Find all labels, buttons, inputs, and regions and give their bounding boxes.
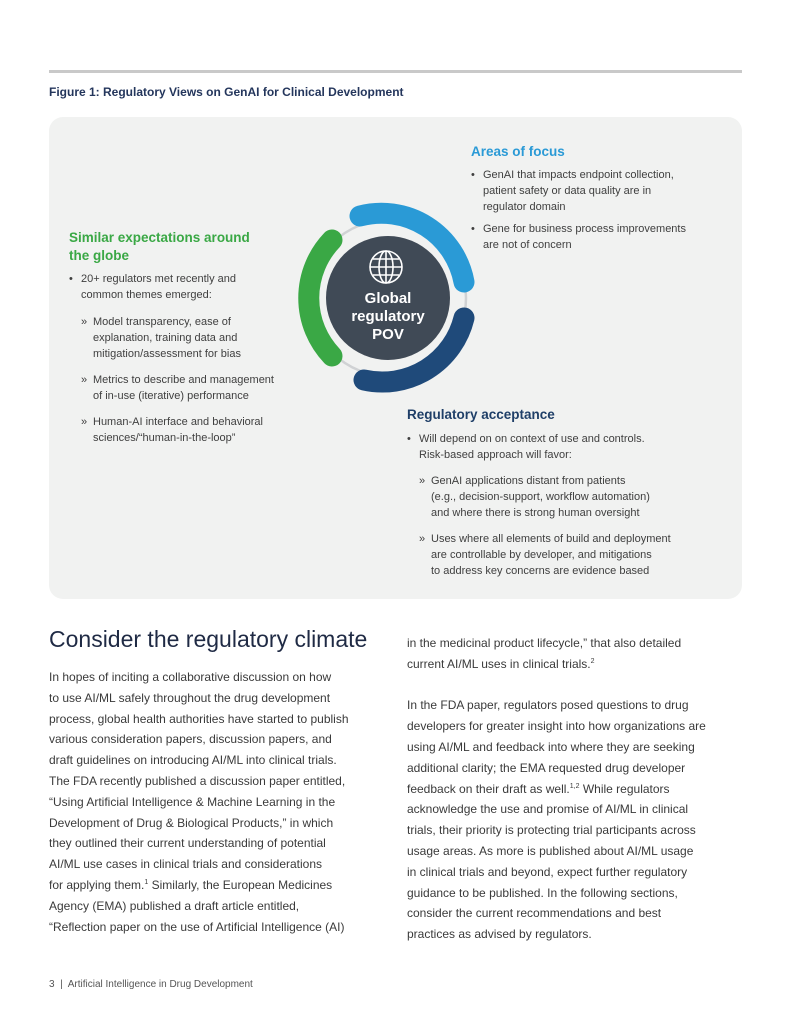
center-line-3: POV — [372, 326, 404, 343]
center-line-2: regulatory — [351, 308, 425, 325]
section-heading: Consider the regulatory climate — [49, 626, 368, 652]
acceptance-sub-1: GenAI applications distant from patients (e.g., decision-support, workflow automation) and where there is strong human oversight — [431, 475, 650, 519]
areas-of-focus-title: Areas of focus — [471, 144, 565, 159]
acceptance-bullet: Will depend on on context of use and controls. Risk-based approach will favor: — [419, 433, 645, 461]
article-paragraph: In hopes of inciting a collaborative discussion on how to use AI/ML safely throughout the drug development process, global health authorities have started to publish various consideration papers, discussion papers, and draft guidelines on introducing AI/ML into clinical trials. The FDA recently published a discussion paper entitled, “Using Artificial Intelligence & Machine Learning in the Development of Drug & Biological Products,” in which they outlined their current understanding of potential AI/ML use cases in clinical trials and considerations for applying them.$^1$ Similarly, the European Medicines Agency (EMA) published a draft article entitled, “Reflection paper on the use of Artificial Intelligence (AI) — [49, 670, 349, 934]
regulatory-acceptance-title: Regulatory acceptance — [407, 407, 555, 422]
similar-sub-3: Human-AI interface and behavioral sciences/“human-in-the-loop” — [93, 416, 263, 444]
bullet-dot: • — [471, 169, 475, 181]
bullet-dot: • — [471, 223, 475, 235]
sub-bullet-mark: » — [419, 475, 426, 487]
article-paragraph: in the medicinal product lifecycle,” that also detailed current AI/ML uses in clinical trials.$^2$ — [407, 636, 682, 671]
bullet-dot: • — [69, 273, 73, 285]
bullet-dot: • — [407, 433, 411, 445]
page-footer — [49, 979, 253, 990]
figure-title: Figure 1: Regulatory Views on GenAI for Clinical Development — [49, 85, 404, 99]
sub-bullet-mark: » — [419, 533, 426, 545]
top-rule — [49, 70, 742, 73]
diagram-center-label — [338, 290, 438, 344]
footnote-ref: 2 — [590, 657, 595, 665]
similar-sub-2: Metrics to describe and management of in-use (iterative) performance — [93, 374, 274, 402]
focus-bullet-1: GenAI that impacts endpoint collection, patient safety or data quality are in regulator domain — [483, 169, 674, 213]
similar-sub-1: Model transparency, ease of explanation, training data and mitigation/assessment for bias — [93, 316, 241, 360]
article-right-column — [407, 633, 752, 945]
similar-bullet: 20+ regulators met recently and common themes emerged: — [81, 273, 237, 301]
similar-expectations-title: Similar expectations around the globe — [69, 230, 250, 263]
sub-bullet-mark: » — [81, 316, 88, 328]
center-line-1: Global — [364, 290, 412, 307]
footer-separator: | — [60, 979, 63, 990]
article-left-column — [49, 667, 394, 937]
globe-icon — [367, 248, 405, 286]
focus-bullet-2: Gene for business process improvements are not of concern — [483, 223, 686, 251]
document-title: Artificial Intelligence in Drug Development — [67, 979, 253, 990]
footnote-ref: 1,2 — [569, 782, 580, 790]
page-number: 3 — [49, 979, 55, 990]
sub-bullet-mark: » — [81, 374, 88, 386]
footnote-ref: 1 — [144, 878, 149, 886]
sub-bullet-mark: » — [81, 416, 88, 428]
acceptance-sub-2: Uses where all elements of build and deployment are controllable by developer, and mitigations to address key concerns are evidence based — [431, 533, 671, 577]
article-paragraph: In the FDA paper, regulators posed questions to drug developers for greater insight into how organizations are using AI/ML and feedback into where they are seeking additional clarity; the EMA requested drug developer feedback on their draft as well.$^{1,2}$ While regulators acknowledge the use and promise of AI/ML in clinical trials, their priority is protecting trial participants across usage areas. As more is published about AI/ML usage in clinical trials and beyond, expect further regulatory guidance to be published. In the following sections, consider the current recommendations and best practices as advised by regulators. — [407, 698, 706, 942]
